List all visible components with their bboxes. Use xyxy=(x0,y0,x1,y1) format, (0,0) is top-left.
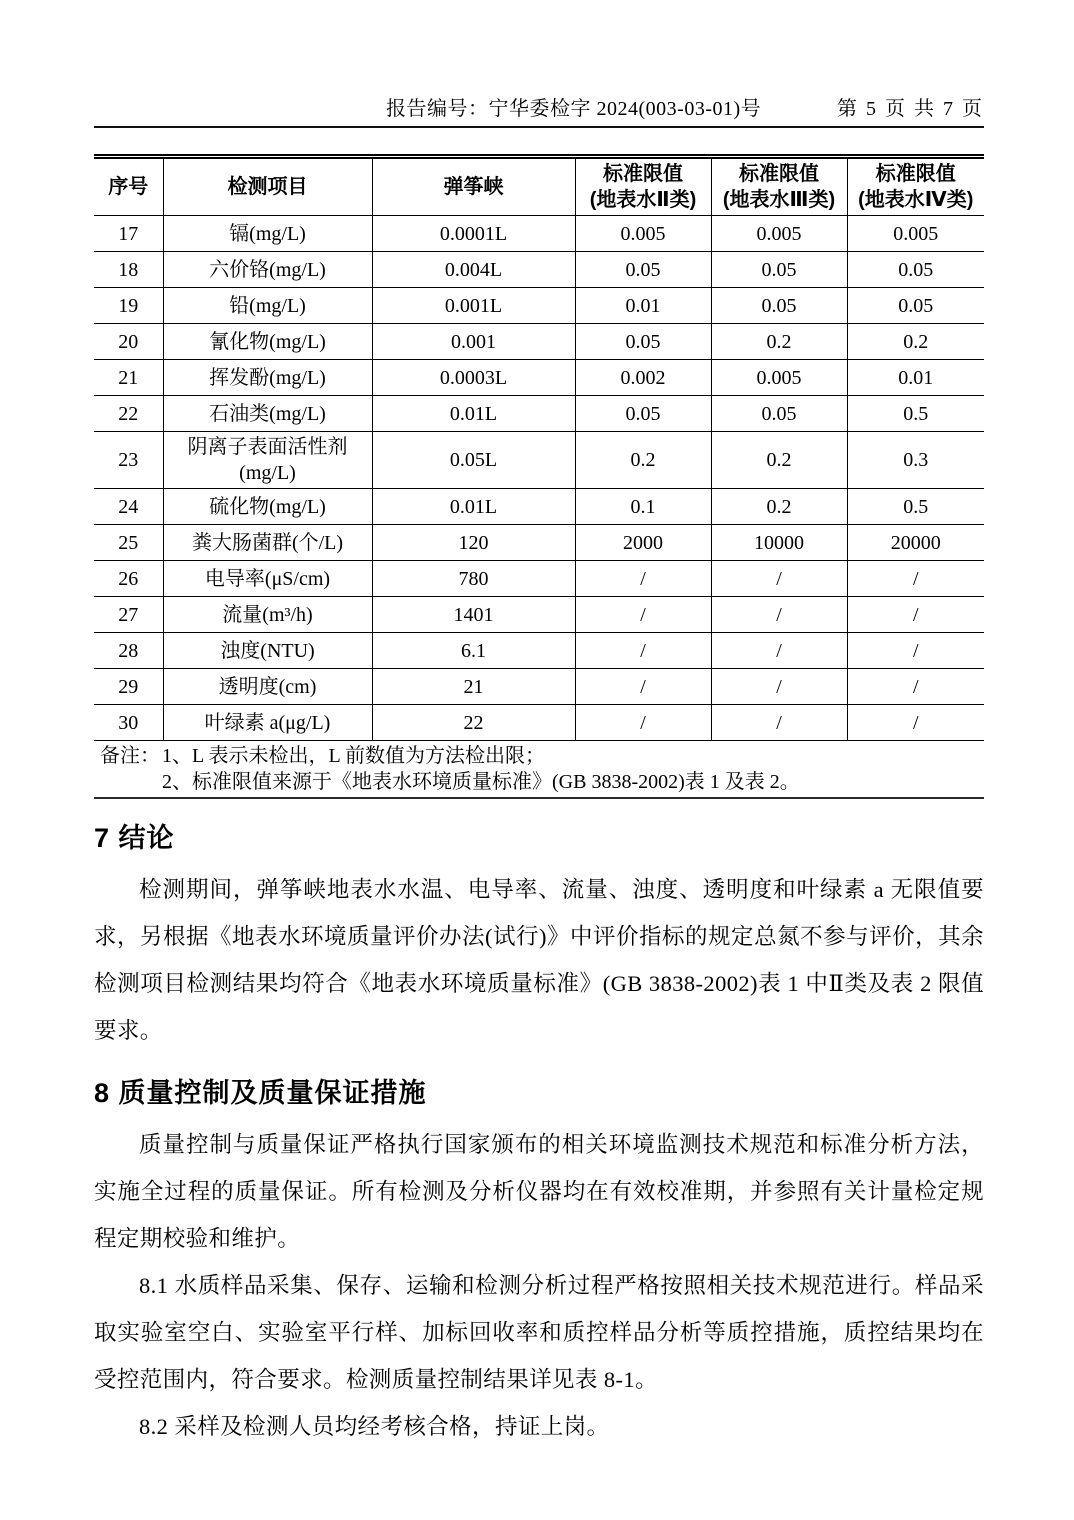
table-row xyxy=(94,252,984,288)
report-number: 报告编号：宁华委检字 2024(003-03-01)号 xyxy=(386,98,762,120)
cell-limit-class3: 0.05 xyxy=(711,288,847,324)
section-7-heading: 7 结论 xyxy=(94,823,175,853)
cell-item: 浊度(NTU) xyxy=(163,633,372,669)
cell-limit-class4: 0.5 xyxy=(847,489,984,525)
cell-limit-class3: 0.05 xyxy=(711,252,847,288)
col-header-limit-class4 xyxy=(847,157,984,216)
cell-item: 粪大肠菌群(个/L) xyxy=(163,525,372,561)
col-header-limit-class2 xyxy=(575,157,711,216)
table-body xyxy=(94,216,984,741)
cell-item: 电导率(μS/cm) xyxy=(163,561,372,597)
page-content xyxy=(90,0,984,1450)
col-header-line: 标准限值 xyxy=(603,163,683,185)
cell-item: 氰化物(mg/L) xyxy=(163,324,372,360)
col-header-site xyxy=(372,157,575,216)
cell-index: 24 xyxy=(94,489,163,525)
cell-limit-class3: 10000 xyxy=(711,525,847,561)
cell-index: 30 xyxy=(94,705,163,741)
cell-site-value: 120 xyxy=(372,525,575,561)
cell-site-value: 0.004L xyxy=(372,252,575,288)
cell-limit-class4: 0.05 xyxy=(847,252,984,288)
cell-limit-class2: / xyxy=(575,633,711,669)
cell-index: 28 xyxy=(94,633,163,669)
table-notes xyxy=(94,741,984,799)
col-header-limit-class3 xyxy=(711,157,847,216)
table-row xyxy=(94,432,984,489)
table-row xyxy=(94,633,984,669)
section-8-heading: 8 质量控制及质量保证措施 xyxy=(94,1078,427,1108)
cell-site-value: 0.05L xyxy=(372,432,575,489)
cell-limit-class2: 0.2 xyxy=(575,432,711,489)
cell-limit-class2: 0.1 xyxy=(575,489,711,525)
cell-limit-class2: 0.002 xyxy=(575,360,711,396)
cell-limit-class2: / xyxy=(575,561,711,597)
col-header-line: 标准限值 xyxy=(875,163,956,185)
cell-site-value: 0.0003L xyxy=(372,360,575,396)
cell-site-value: 22 xyxy=(372,705,575,741)
cell-limit-class2: / xyxy=(575,669,711,705)
section-7-paragraph: 检测期间，弹筝峡地表水水温、电导率、流量、浊度、透明度和叶绿素 a 无限值要求，另根据《地表水环境质量评价办法(试行)》中评价指标的规定总氮不参与评价，其余检测项目检测结果均符合《地表水环境质量标准》(GB 3838-2002)表 1 中Ⅱ类及表 2 限值要求。 xyxy=(94,877,984,1043)
cell-site-value: 0.01L xyxy=(372,489,575,525)
cell-limit-class4: 0.2 xyxy=(847,324,984,360)
section-8-paragraph-1: 质量控制与质量保证严格执行国家颁布的相关环境监测技术规范和标准分析方法，实施全过程的质量保证。所有检测及分析仪器均在有效校准期，并参照有关计量检定规程定期校验和维护。 xyxy=(94,1132,984,1251)
table-row xyxy=(94,561,984,597)
cell-index: 25 xyxy=(94,525,163,561)
table-row xyxy=(94,597,984,633)
cell-item: 挥发酚(mg/L) xyxy=(163,360,372,396)
cell-item: 铅(mg/L) xyxy=(163,288,372,324)
cell-limit-class3: / xyxy=(711,597,847,633)
cell-site-value: 0.001 xyxy=(372,324,575,360)
note-text: 1、L 表示未检出，L 前数值为方法检出限； xyxy=(162,745,545,767)
col-header-line: (地表水Ⅱ类) xyxy=(589,189,697,211)
cell-limit-class2: 0.05 xyxy=(575,324,711,360)
cell-limit-class4: / xyxy=(847,633,984,669)
table-row xyxy=(94,216,984,252)
cell-item: 流量(m³/h) xyxy=(163,597,372,633)
table-row xyxy=(94,288,984,324)
cell-limit-class3: / xyxy=(711,633,847,669)
cell-index: 26 xyxy=(94,561,163,597)
cell-limit-class3: 0.2 xyxy=(711,489,847,525)
cell-limit-class2: / xyxy=(575,705,711,741)
cell-limit-class4: 0.3 xyxy=(847,432,984,489)
cell-limit-class4: / xyxy=(847,561,984,597)
cell-site-value: 21 xyxy=(372,669,575,705)
cell-index: 29 xyxy=(94,669,163,705)
table-head xyxy=(94,157,984,216)
cell-index: 21 xyxy=(94,360,163,396)
cell-limit-class2: 0.005 xyxy=(575,216,711,252)
col-header-index xyxy=(94,157,163,216)
cell-item: 六价铬(mg/L) xyxy=(163,252,372,288)
cell-index: 27 xyxy=(94,597,163,633)
col-header-item xyxy=(163,157,372,216)
col-header-line: (地表水Ⅳ类) xyxy=(858,189,974,211)
cell-item: 石油类(mg/L) xyxy=(163,396,372,432)
table-row xyxy=(94,396,984,432)
cell-limit-class3: / xyxy=(711,669,847,705)
cell-limit-class4: 0.005 xyxy=(847,216,984,252)
cell-site-value: 0.0001L xyxy=(372,216,575,252)
table-header-row xyxy=(94,157,984,216)
cell-limit-class4: 0.01 xyxy=(847,360,984,396)
table-row xyxy=(94,324,984,360)
cell-index: 20 xyxy=(94,324,163,360)
cell-index: 17 xyxy=(94,216,163,252)
cell-site-value: 6.1 xyxy=(372,633,575,669)
cell-site-value: 780 xyxy=(372,561,575,597)
cell-limit-class4: / xyxy=(847,597,984,633)
running-header xyxy=(94,0,984,128)
table-row xyxy=(94,705,984,741)
cell-item: 镉(mg/L) xyxy=(163,216,372,252)
cell-limit-class2: 0.05 xyxy=(575,396,711,432)
cell-limit-class4: 0.5 xyxy=(847,396,984,432)
cell-item: 硫化物(mg/L) xyxy=(163,489,372,525)
cell-limit-class4: 0.05 xyxy=(847,288,984,324)
page-indicator: 第 5 页 共 7 页 xyxy=(837,98,984,120)
cell-limit-class2: 2000 xyxy=(575,525,711,561)
cell-item: 叶绿素 a(μg/L) xyxy=(163,705,372,741)
cell-limit-class4: / xyxy=(847,705,984,741)
table-row xyxy=(94,489,984,525)
table-row xyxy=(94,360,984,396)
cell-limit-class3: 0.2 xyxy=(711,432,847,489)
cell-limit-class4: / xyxy=(847,669,984,705)
cell-limit-class2: 0.05 xyxy=(575,252,711,288)
table-row xyxy=(94,669,984,705)
col-header-line: (地表水Ⅲ类) xyxy=(722,189,836,211)
cell-limit-class4: 20000 xyxy=(847,525,984,561)
results-table xyxy=(94,154,984,799)
cell-limit-class3: / xyxy=(711,561,847,597)
cell-limit-class3: 0.05 xyxy=(711,396,847,432)
section-8-paragraph-2: 8.1 水质样品采集、保存、运输和检测分析过程严格按照相关技术规范进行。样品采取实验室空白、实验室平行样、加标回收率和质控样品分析等质控措施，质控结果均在受控范围内，符合要求。检测质量控制结果详见表 8-1。 xyxy=(94,1273,984,1392)
notes-row xyxy=(94,741,984,799)
cell-index: 18 xyxy=(94,252,163,288)
cell-item: 透明度(cm) xyxy=(163,669,372,705)
cell-index: 23 xyxy=(94,432,163,489)
cell-limit-class3: 0.2 xyxy=(711,324,847,360)
note-line-1 xyxy=(100,743,978,769)
cell-limit-class2: / xyxy=(575,597,711,633)
cell-limit-class2: 0.01 xyxy=(575,288,711,324)
table-row xyxy=(94,525,984,561)
cell-index: 22 xyxy=(94,396,163,432)
col-header-line: 标准限值 xyxy=(739,163,819,185)
col-header-line: 弹筝峡 xyxy=(443,176,504,198)
section-8-paragraph-3: 8.2 采样及检测人员均经考核合格，持证上岗。 xyxy=(139,1414,610,1439)
cell-limit-class3: 0.005 xyxy=(711,216,847,252)
note-text: 2、标准限值来源于《地表水环境质量标准》(GB 3838-2002)表 1 及表 2。 xyxy=(162,771,800,793)
cell-item: 阴离子表面活性剂(mg/L) xyxy=(163,432,372,489)
notes-label: 备注： xyxy=(100,745,160,767)
cell-index: 19 xyxy=(94,288,163,324)
note-line-2 xyxy=(100,769,978,795)
col-header-line: 序号 xyxy=(108,176,149,198)
col-header-line: 检测项目 xyxy=(227,176,308,198)
cell-site-value: 0.01L xyxy=(372,396,575,432)
cell-limit-class3: 0.005 xyxy=(711,360,847,396)
cell-limit-class3: / xyxy=(711,705,847,741)
cell-site-value: 0.001L xyxy=(372,288,575,324)
cell-site-value: 1401 xyxy=(372,597,575,633)
